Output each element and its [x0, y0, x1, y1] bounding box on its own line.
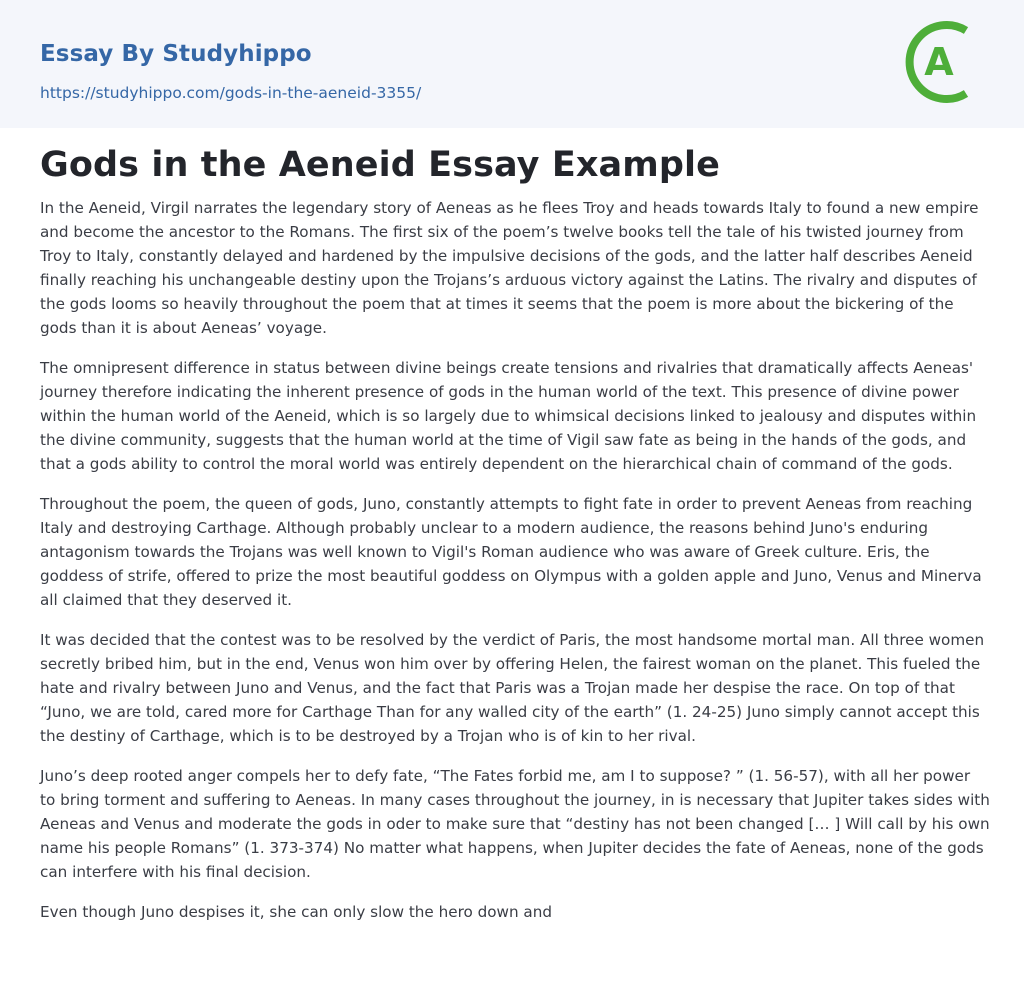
essay-paragraph: The omnipresent difference in status between divine beings create tensions and rivalries that dramatically affects Aeneas' journey therefore indicating the inherent presence of gods in the human world of the text. This presence of divine power within the human world of the Aeneid, which is so largely due to whimsical decisions linked to jealousy and disputes within the divine community, suggests that the human world at the time of Vigil saw fate as being in the hands of the gods, and that a gods ability to control the moral world was entirely dependent on the hierarchical chain of command of the gods. [40, 359, 977, 473]
studyhippo-logo-icon[interactable] [904, 20, 988, 104]
page-url-link[interactable]: https://studyhippo.com/gods-in-the-aeneid-3355/ [40, 84, 422, 102]
essay-paragraph: Juno’s deep rooted anger compels her to defy fate, “The Fates forbid me, am I to suppose? ” (1. 56-57), with all her power to bring torment and suffering to Aeneas. In many cases throughout the journey, in is necessary that Jupiter takes sides with Aeneas and Venus and moderate the gods in oder to make sure that “destiny has not been changed [… ] Will call by his own name his people Romans” (1. 373-374) No matter what happens, when Jupiter decides the fate of Aeneas, none of the gods can interfere with his final decision. [40, 767, 990, 881]
site-brand[interactable]: Essay By Studyhippo [40, 41, 312, 67]
page-title: Gods in the Aeneid Essay Example [40, 145, 720, 185]
essay-body [40, 196, 990, 940]
essay-paragraph: It was decided that the contest was to be resolved by the verdict of Paris, the most handsome mortal man. All three women secretly bribed him, but in the end, Venus won him over by offering Helen, the fairest woman on the planet. This fueled the hate and rivalry between Juno and Venus, and the fact that Paris was a Trojan made her despise the race. On top of that “Juno, we are told, cared more for Carthage Than for any walled city of the earth” (1. 24-25) Juno simply cannot accept this the destiny of Carthage, which is to be destroyed by a Trojan who is of kin to her rival. [40, 631, 985, 745]
site-header [0, 0, 1024, 128]
essay-paragraph: In the Aeneid, Virgil narrates the legendary story of Aeneas as he flees Troy and heads towards Italy to found a new empire and become the ancestor to the Romans. The first six of the poem’s twelve books tell the tale of his twisted journey from Troy to Italy, constantly delayed and hardened by the impulsive decisions of the gods, and the latter half describes Aeneid finally reaching his unchangeable destiny upon the Trojans’s arduous victory against the Latins. The rivalry and disputes of the gods looms so heavily throughout the poem that at times it seems that the poem is more about the bickering of the gods than it is about Aeneas’ voyage. [40, 199, 979, 337]
logo-letter: A [924, 40, 954, 84]
essay-paragraph: Throughout the poem, the queen of gods, Juno, constantly attempts to fight fate in order to prevent Aeneas from reaching Italy and destroying Carthage. Although probably unclear to a modern audience, the reasons behind Juno's enduring antagonism towards the Trojans was well known to Vigil's Roman audience who was aware of Greek culture. Eris, the goddess of strife, offered to prize the most beautiful goddess on Olympus with a golden apple and Juno, Venus and Minerva all claimed that they deserved it. [40, 495, 982, 609]
essay-paragraph: Even though Juno despises it, she can only slow the hero down and [40, 903, 552, 921]
